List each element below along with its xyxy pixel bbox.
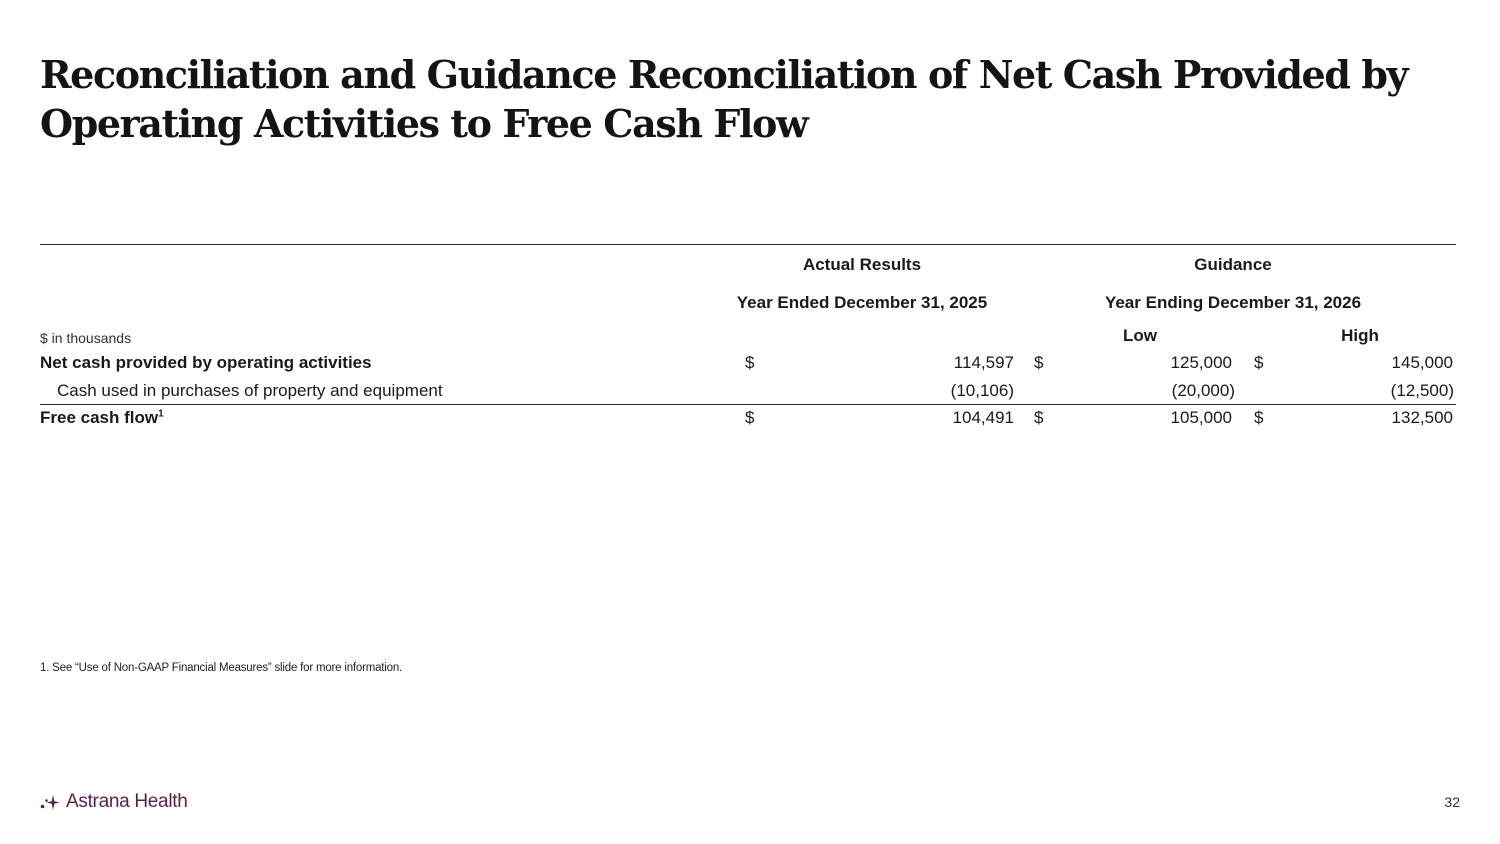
actual-value: (10,106): [950, 381, 1014, 400]
footnote-marker: 1: [158, 408, 164, 420]
header-high: High: [1341, 326, 1379, 345]
low-value: 105,000: [1170, 408, 1232, 427]
currency-symbol: $: [745, 408, 755, 427]
row-label: Cash used in purchases of property and equipment: [57, 381, 443, 400]
subtotal-rule: [40, 404, 1456, 405]
units-label: $ in thousands: [40, 330, 132, 346]
free-cash-flow-label: Free cash flow: [40, 408, 159, 427]
header-low: Low: [1123, 326, 1157, 345]
currency-symbol: $: [1034, 408, 1044, 427]
currency-symbol: $: [1034, 353, 1044, 372]
sparkle-dots-icon: [40, 792, 60, 812]
title-line-1: Reconciliation and Guidance Reconciliation of Net Cash Provided by: [40, 52, 1408, 97]
footnote: 1. See “Use of Non-GAAP Financial Measures” slide for more information.: [40, 662, 403, 674]
low-value: 125,000: [1170, 353, 1232, 372]
low-value: (20,000): [1171, 381, 1235, 400]
header-actual-period: Year Ended December 31, 2025: [736, 293, 988, 312]
header-guidance-period: Year Ending December 31, 2026: [1104, 293, 1362, 312]
page-number: 32: [1444, 794, 1460, 810]
high-value: 132,500: [1391, 408, 1453, 427]
title-line-2: Operating Activities to Free Cash Flow: [40, 101, 808, 146]
row-label: Net cash provided by operating activities: [40, 353, 372, 372]
brand-logo: [40, 791, 187, 813]
currency-symbol: $: [745, 353, 755, 372]
table-top-rule: [40, 244, 1456, 245]
header-actual-results: Actual Results: [802, 255, 922, 274]
currency-symbol: $: [1254, 353, 1264, 372]
header-guidance: Guidance: [1194, 255, 1272, 274]
currency-symbol: $: [1254, 408, 1264, 427]
row-label: [40, 408, 164, 428]
actual-value: 104,491: [952, 408, 1014, 427]
high-value: (12,500): [1390, 381, 1454, 400]
actual-value: 114,597: [953, 353, 1014, 372]
page-title: [40, 50, 1420, 148]
brand-name: Astrana Health: [66, 791, 188, 812]
high-value: 145,000: [1391, 353, 1453, 372]
